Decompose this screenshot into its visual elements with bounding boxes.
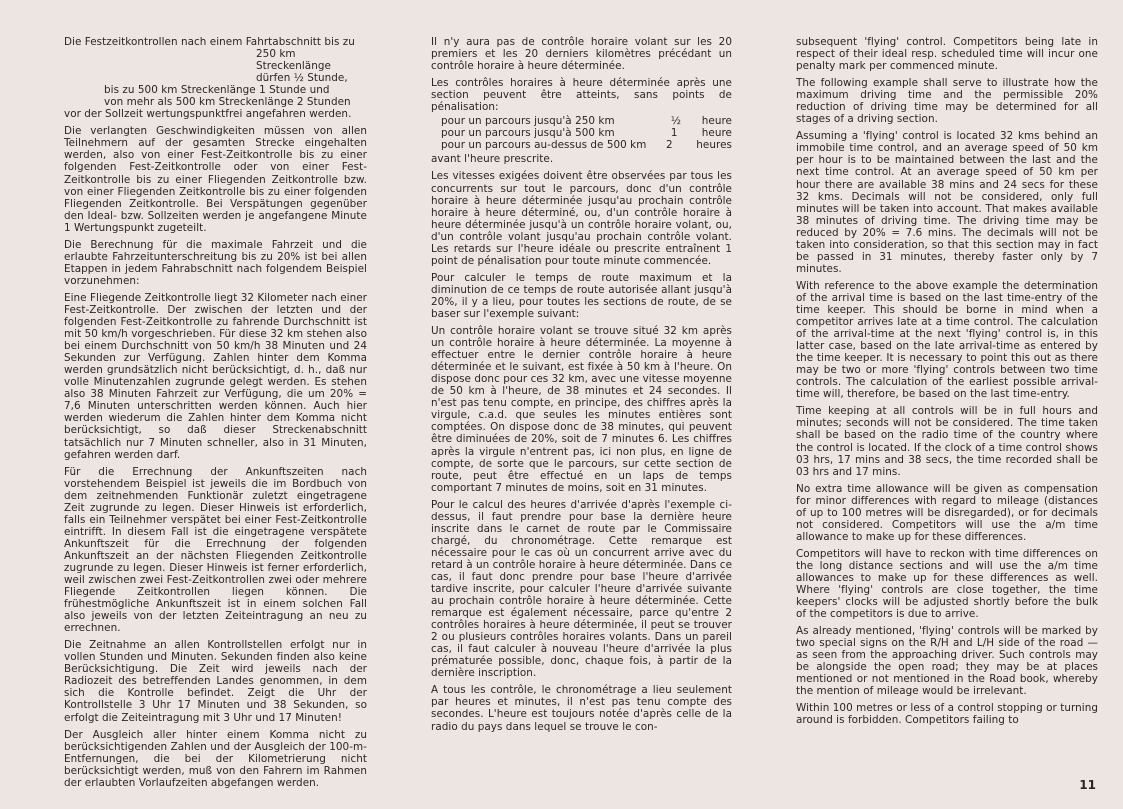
list-item-unit: heures xyxy=(696,139,732,152)
french-column xyxy=(431,36,732,738)
de-intro-line: 250 km Streckenlänge dürfen ½ Stunde, xyxy=(256,48,348,85)
de-intro-line: bis zu 500 km Streckenlänge 1 Stunde und xyxy=(104,84,330,97)
fr-paragraph: Pour calculer le temps de route maximum et la diminution de ce temps de route autorisée allant jusqu'à 20%, il y a lieu, pour toutes les sections de route, de se baser sur l'exemple suivant: xyxy=(431,271,732,320)
de-intro xyxy=(64,36,367,120)
fr-paragraph: Les vitesses exigées doivent être observées par tous les concurrents sur tout le parcours, donc d'un contrôle horaire à heure déterminée jusqu'au prochain contrôle horaire à heure déterminé, ou, d'un contrôle horaire à heure déterminée jusqu'à un contrôle horaire volant, ou, d'un contrôle volant jusqu'au prochain contrôle volant. Les retards sur l'heure idéale ou prescrite entraînent 1 point de pénalisation pour toute minute commencée. xyxy=(431,170,732,267)
de-paragraph: Eine Fliegende Zeitkontrolle liegt 32 Kilometer nach einer Fest-Zeitkontrolle. Der zwischen der letzten und der folgenden Fest-Zeitkontrolle zu fahrende Durchschnitt ist mit 50 km/h vorgeschrieben. Für diese 32 km stehen also bei einem Durchschnitt von 50 km/h 38 Minuten und 24 Sekunden zur Verfügung. Zahlen hinter dem Komma werden grundsätzlich nicht berücksichtigt, d. h., daß nur volle Minutenzahlen zugrunde gelegt werden. Es stehen also 38 Minuten Fahrzeit zur Verfügung, die um 20% = 7,6 Minuten unterschritten werden können. Auch hier werden wiederum die Zahlen hinter dem Komma nicht berücksichtigt, so daß dieser Streckenabschnitt tatsächlich nur 7 Minuten schneller, also in 31 Minuten, gefahren werden darf. xyxy=(64,291,367,461)
list-item-unit: heure xyxy=(701,127,732,140)
list-item xyxy=(441,139,732,151)
en-paragraph: The following example shall serve to illustrate how the maximum driving time and the permissible 20% reduction of driving time may be determined for all stages of a driving section. xyxy=(796,77,1098,126)
fr-list-end: avant l'heure prescrite. xyxy=(431,153,554,166)
list-item-value: ½ xyxy=(670,115,681,128)
list-item-distance: pour un parcours jusqu'à 250 km xyxy=(441,115,615,128)
de-intro-line: von mehr als 500 km Streckenlänge 2 Stunden xyxy=(104,96,351,109)
fr-paragraph: A tous les contrôle, le chronométrage a lieu seulement par heures et minutes, il n'est pas tenu compte des secondes. L'heure est toujours notée d'après celle de la radio du pays dans lequel se trouve le con- xyxy=(431,684,732,733)
list-item xyxy=(441,115,732,127)
fr-paragraph: Les contrôles horaires à heure déterminée après une section peuvent être atteints, sans points de pénalisation: xyxy=(431,77,732,114)
list-item-value: 2 xyxy=(666,139,673,152)
en-paragraph: subsequent 'flying' control. Competitors being late in respect of their ideal resp. scheduled time will incur one penalty mark per commenced minute. xyxy=(796,36,1098,73)
de-paragraph: Die Zeitnahme an allen Kontrollstellen erfolgt nur in vollen Stunden und Minuten. Sekunden finden also keine Berücksichtigung. Die Zeit wird jeweils nach der Radiozeit des betreffenden Landes genommen, in dem sich die Kontrolle befindet. Zeigt die Uhr der Kontrollstelle 3 Uhr 17 Minuten und 38 Sekunden, so erfolgt die Zeiteintragung mit 3 Uhr und 17 Minuten! xyxy=(64,639,367,724)
list-item xyxy=(441,127,732,139)
list-item-distance: pour un parcours jusqu'à 500 km xyxy=(441,127,615,140)
de-paragraph: Die Berechnung für die maximale Fahrzeit und die erlaubte Fahrzeitunterschreitung bis zu 20% ist bei allen Etappen in jedem Fahrabschnitt nach folgendem Beispiel vorzunehmen: xyxy=(64,238,367,287)
de-intro-line: Die Festzeitkontrollen nach einem Fahrtabschnitt bis zu xyxy=(64,36,355,48)
page-number: 11 xyxy=(1079,778,1096,792)
list-item-value: 1 xyxy=(670,127,678,140)
en-paragraph: No extra time allowance will be given as compensation for minor differences with regard to mileage (distances of up to 100 metres will be disregarded), or for decimals not considered. Competitors will use the a/m time allowance to make up for these differences. xyxy=(796,482,1098,543)
en-paragraph: With reference to the above example the determination of the arrival time is based on the last time-entry of the time keeper. This should be borne in mind when a competitor arrives late at a time control. The calculation of the arrival-time at the next 'flying' control is, in this latter case, based on the late arrival-time as entered by the time keeper. It is necessary to point this out as there may be two or more 'flying' controls between two time controls. The calculation of the earliest possible arrival-time will, therefore, be based on the last time-entry. xyxy=(796,279,1098,401)
de-paragraph: Der Ausgleich aller hinter einem Komma nicht zu berücksichtigenden Zahlen und der Ausgleich der 100-m-Entfernungen, die bei der Kilometrierung nicht berücksichtigt werden, muß von den Fahrern im Rahmen der erlaubten Vorlaufzeiten abgefangen werden. xyxy=(64,728,367,789)
en-paragraph: Time keeping at all controls will be in full hours and minutes; seconds will not be considered. The time taken shall be based on the radio time of the country where the control is located. If the clock of a time control shows 03 hrs, 17 mins and 38 secs, the time recorded shall be 03 hrs and 17 mins. xyxy=(796,405,1098,478)
en-paragraph: Within 100 metres or less of a control stopping or turning around is forbidden. Competitors failing to xyxy=(796,702,1098,727)
en-paragraph: As already mentioned, 'flying' controls will be marked by two special signs on the R/H and L/H side of the road — as seen from the approaching driver. Such controls may be alongside the open road; they may be at places mentioned or not mentioned in the Road book, whereby the mention of mileage would be irrelevant. xyxy=(796,625,1098,698)
de-paragraph: Die verlangten Geschwindigkeiten müssen von allen Teilnehmern auf der gesamten Strecke eingehalten werden, also von einer Fest-Zeitkontrolle bis zu einer folgenden Fest-Zeitkontrolle oder von einer Fest-Zeitkontrolle bis zu einer Fliegenden Zeitkontrolle bzw. von einer Fliegenden Zeitkontrolle bis zu einer folgenden Fliegenden Zeitkontrolle. Bei Verspätungen gegenüber den Ideal- bzw. Sollzeiten werden je angefangene Minute 1 Wertungspunkt zugeteilt. xyxy=(64,125,367,234)
de-intro-line: vor der Sollzeit wertungspunktfrei angefahren werden. xyxy=(64,108,352,121)
english-column xyxy=(796,36,1098,732)
german-column xyxy=(64,36,367,794)
en-paragraph: Assuming a 'flying' control is located 32 kms behind an immobile time control, and an average speed of 50 km per hour is to be maintained between the last and the next time control. At an average speed of 50 km per hour there are available 38 mins and 24 secs for these 32 kms. Decimals will not be considered, only full minutes will be taken into account. That makes available 38 minutes of driving time. The driving time may be reduced by 20% = 7.6 mins. The decimals will not be taken into consideration, so that this section may in fact be passed in 31 minutes, thereby faster only by 7 minutes. xyxy=(796,130,1098,275)
fr-distance-list xyxy=(431,115,732,151)
list-item-distance: pour un parcours au-dessus de 500 km xyxy=(441,139,647,152)
fr-paragraph: Pour le calcul des heures d'arrivée d'après l'exemple ci-dessus, il faut prendre pour base la dernière heure inscrite dans le carnet de route par le Commissaire chargé, du chronométrage. Cette remarque est nécessaire pour le cas où un concurrent arrive avec du retard à un contrôle horaire à heure déterminée. Dans ce cas, il faut donc prendre pour base l'heure d'arrivée tardive inscrite, pour calculer l'heure d'arrivée suivante au prochain contrôle horaire à heure déterminée. Cette remarque est également nécessaire, parce qu'entre 2 contrôles horaires à heure déterminée, il peut se trouver 2 ou plusieurs contrôles horaires volants. Dans un pareil cas, il faut calculer à nouveau l'heure d'arrivée la plus prématurée possible, donc, chaque fois, à partir de la dernière inscription. xyxy=(431,498,733,680)
list-item-unit: heure xyxy=(701,115,732,128)
de-paragraph: Für die Errechnung der Ankunftszeiten nach vorstehendem Beispiel ist jeweils die im Bordbuch von dem zeitnehmenden Funktionär zuletzt eingetragene Zeit zugrunde zu legen. Dieser Hinweis ist erforderlich, falls ein Teilnehmer verspätet bei einer Fest-Zeitkontrolle eintrifft. In diesem Fall ist die eingetragene verspätete Ankunftszeit für die Errechnung der folgenden Ankunftszeit an der nächsten Fliegenden Zeitkontrolle zugrunde zu legen. Dieser Hinweis ist ferner erforderlich, weil zwischen zwei Fest-Zeitkontrollen zwei oder mehrere Fliegende Zeitkontrollen liegen können. Die frühestmögliche Ankunftszeit ist in einem solchen Fall also jeweils von der letzten Zeiteintragung an neu zu errechnen. xyxy=(64,465,367,635)
fr-paragraph: Un contrôle horaire volant se trouve situé 32 km après un contrôle horaire à heure déterminée. La moyenne à effectuer entre le dernier contrôle horaire à heure déterminée et le suivant, est fixée à 50 km à l'heure. On dispose donc pour ces 32 km, avec une vitesse moyenne de 50 km à l'heure, de 38 minutes et 24 secondes. Il n'est pas tenu compte, en principe, des chiffres après la virgule, c.a.d. que seules les minutes entières sont comptées. On dispose donc de 38 minutes, qui peuvent être diminuées de 20%, soit de 7 minutes 6. Les chiffres après la virgule n'entrent pas, ici non plus, en ligne de compte, de sorte que le parcours, sur cette section de route, peut être effectué en un laps de temps comportant 7 minutes de moins, soit en 31 minutes. xyxy=(431,325,732,494)
fr-paragraph: Il n'y aura pas de contrôle horaire volant sur les 20 premiers et les 20 derniers kilomètres précédant un contrôle horaire à heure déterminée. xyxy=(431,36,732,73)
en-paragraph: Competitors will have to reckon with time differences on the long distance sections and will use the a/m time allowances to make up for these differences as well. Where 'flying' controls are close together, the time keepers' clocks will be adjusted shortly before the bulk of the competitors is due to arrive. xyxy=(796,547,1098,621)
